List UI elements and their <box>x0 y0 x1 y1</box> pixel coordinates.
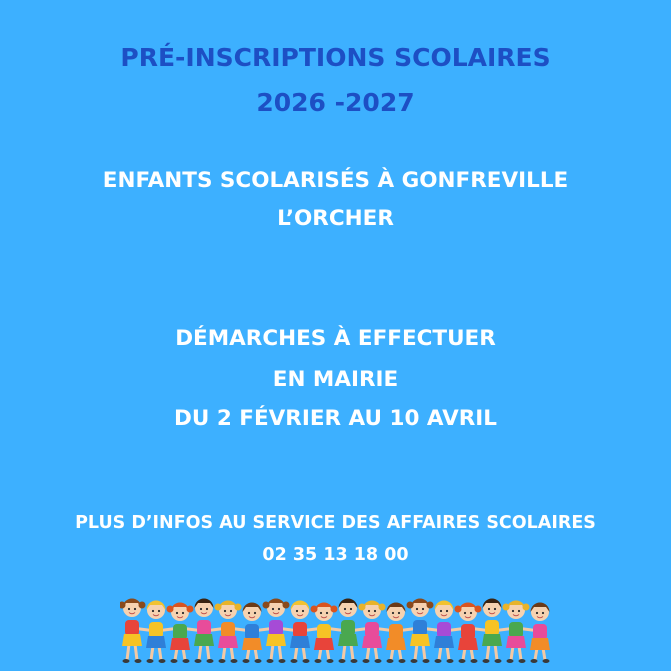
child-figure <box>263 599 290 664</box>
child-figure <box>146 601 166 663</box>
procedure-line-2: EN MAIRIE <box>272 367 399 392</box>
child-figure <box>482 599 502 664</box>
title-line-1: PRÉ-INSCRIPTIONS SCOLAIRES <box>120 43 551 72</box>
audience-line-2: L’ORCHER <box>277 206 394 231</box>
child-figure <box>215 601 242 664</box>
child-figure <box>359 601 386 664</box>
child-figure <box>503 601 530 664</box>
child-figure <box>194 599 214 663</box>
title-line-2: 2026 -2027 <box>256 88 415 117</box>
child-figure <box>338 599 358 664</box>
audience-line-1: ENFANTS SCOLARISÉS À GONFREVILLE <box>102 168 569 193</box>
procedure-line-3: DU 2 FÉVRIER AU 10 AVRIL <box>174 406 497 431</box>
child-figure <box>386 603 406 664</box>
children-illustration <box>120 588 552 666</box>
contact-line: PLUS D’INFOS AU SERVICE DES AFFAIRES SCOLAIRES <box>75 513 596 533</box>
child-figure <box>407 599 434 664</box>
child-figure <box>434 601 454 664</box>
contact-phone: 02 35 13 18 00 <box>262 545 409 565</box>
child-figure <box>311 603 338 664</box>
child-figure <box>120 599 146 664</box>
child-figure <box>167 603 194 664</box>
procedure-line-1: DÉMARCHES À EFFECTUER <box>175 326 496 351</box>
child-figure <box>242 603 262 664</box>
child-figure <box>455 603 482 664</box>
child-figure <box>290 601 310 664</box>
child-figure <box>530 603 550 664</box>
